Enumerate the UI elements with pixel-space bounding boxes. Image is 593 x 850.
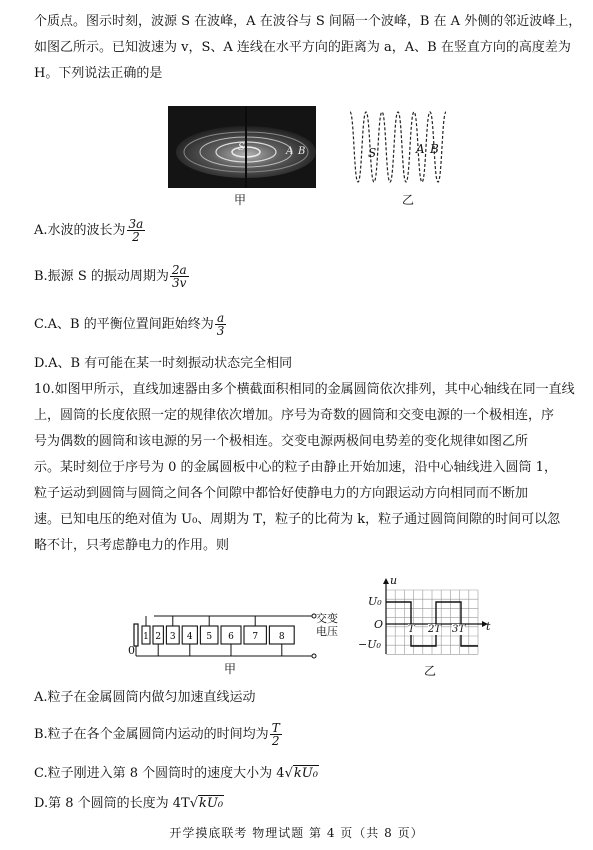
wave-label-s: S [368, 146, 377, 160]
q10-stem-line-7: 略不计，只考虑静电力的作用。则 [34, 538, 230, 553]
q10-option-c-text: C.粒子刚进入第 8 个圆筒时的速度大小为 4 [34, 766, 285, 781]
photo-label-a: A [286, 146, 294, 157]
graph-label-neg-u0: −U₀ [358, 638, 381, 651]
graph-caption-yi: 乙 [424, 664, 437, 678]
q9-option-c-fraction [215, 312, 227, 337]
q10-option-a: A.粒子在金属圆筒内做匀加速直线运动 [34, 690, 256, 705]
graph-tick-t: T [408, 624, 415, 635]
q9-option-a-text: A.水波的波长为 [34, 223, 126, 238]
q9-stem-line-3: H。下列说法正确的是 [34, 66, 163, 81]
tube-label-1: 1 [143, 632, 149, 642]
fig-caption-jia: 甲 [234, 193, 247, 207]
q9-option-a-num: 3a [128, 217, 144, 231]
dashed-wave-diagram [344, 100, 464, 192]
q9-stem-line-1: 个质点。图示时刻，波源 S 在波峰，A 在波谷与 S 间隔一个波峰，B 在 A 外侧的邻近波峰上， [34, 14, 582, 29]
q9-option-b-den: 3v [172, 276, 187, 290]
accel-label-source [316, 612, 338, 638]
q10-option-b-text: B.粒子在各个金属圆筒内运动的时间均为 [34, 727, 269, 742]
q10-option-d-radicand: kU₀ [199, 796, 224, 811]
q10-stem-line-5: 粒子运动到圆筒与圆筒之间各个间隙中都恰好使静电力的方向跟运动方向相同而不断加 [34, 486, 529, 501]
photo-label-b: B [298, 146, 306, 157]
grid-group [386, 590, 478, 654]
q10-stem-line-3: 号为偶数的圆筒和该电源的另一个极相连。交变电源两极间电势差的变化规律如图乙所 [34, 434, 529, 449]
q10-option-c-radicand: kU₀ [293, 766, 318, 781]
q9-option-b [34, 264, 190, 289]
page-footer: 开学摸底联考 物理试题 第 4 页（共 8 页） [169, 826, 424, 840]
photo-label-s: S [238, 142, 245, 153]
q9-option-c [34, 312, 227, 337]
fig-caption-yi: 乙 [402, 193, 415, 207]
u-axis-arrow [383, 578, 389, 584]
q9-option-a [34, 218, 146, 243]
q9-option-a-fraction [127, 218, 146, 243]
plate-zero [134, 624, 138, 646]
tube-label-6: 6 [228, 632, 234, 642]
accel-label-zero: 0 [128, 644, 135, 657]
q9-option-d: D.A、B 有可能在某一时刻振动状态完全相同 [34, 356, 293, 371]
q9-option-a-den: 2 [132, 230, 140, 244]
q10-stem-line-2: 上，圆筒的长度依照一定的规律依次增加。序号为奇数的圆筒和交变电源的一个极相连，序 [34, 408, 555, 423]
q10-stem-line-4: 示。某时刻位于序号为 0 的金属圆板中心的粒子由静止开始加速，沿中心轴线进入圆筒 1， [34, 460, 557, 475]
q10-option-b [34, 722, 283, 747]
q10-option-b-num: T [271, 721, 280, 735]
q9-option-c-num: a [216, 311, 225, 325]
q10-option-b-fraction [270, 722, 282, 747]
q9-option-c-text: C.A、B 的平衡位置间距始终为 [34, 317, 214, 332]
q9-option-c-den: 3 [216, 324, 225, 338]
q10-option-d: D.第 8 个圆筒的长度为 4T√kU₀ [34, 796, 224, 811]
wave-label-a: A [416, 142, 425, 156]
graph-label-t: t [486, 620, 491, 633]
tube-label-5: 5 [206, 632, 213, 642]
q10-option-b-den: 2 [271, 734, 280, 748]
q10-stem-line-6: 速。已知电压的绝对值为 U₀、周期为 T，粒子的比荷为 k，粒子通过圆筒间隙的时间可以忽 [34, 512, 561, 527]
accel-label-source-line-1: 交变 [316, 612, 338, 625]
tube-label-7: 7 [252, 632, 259, 642]
terminal-bottom [312, 654, 316, 658]
q10-option-d-text: D.第 8 个圆筒的长度为 4T [34, 796, 190, 811]
q10-stem-line-1: 10.如图甲所示，直线加速器由多个横截面积相同的金属圆筒依次排列，其中心轴线在同一直线 [34, 382, 575, 397]
graph-label-u0: U₀ [368, 595, 382, 608]
graph-label-u: u [390, 574, 398, 587]
tube-label-2: 2 [155, 632, 162, 642]
q10-option-c: C.粒子刚进入第 8 个圆筒时的速度大小为 4√kU₀ [34, 766, 318, 781]
accel-label-source-line-2: 电压 [316, 625, 338, 638]
q9-option-b-fraction [170, 264, 189, 289]
tube-label-8: 8 [278, 632, 285, 642]
graph-label-o: O [374, 618, 384, 631]
q9-option-b-text: B.振源 S 的振动周期为 [34, 269, 169, 284]
water-wave-photo [168, 106, 316, 188]
q9-option-b-num: 2a [171, 263, 187, 277]
tube-label-3: 3 [169, 632, 176, 642]
graph-tick-2t: 2T [428, 624, 442, 635]
q9-stem-line-2: 如图乙所示。已知波速为 v，S、A 连线在水平方向的距离为 a，A、B 在竖直方向的高度差为 [34, 40, 571, 55]
graph-tick-3t: 3T [452, 624, 466, 635]
tube-group [142, 616, 294, 656]
wave-label-b: B [430, 142, 439, 156]
accel-caption-jia: 甲 [224, 662, 237, 676]
tube-label-4: 4 [186, 632, 193, 642]
